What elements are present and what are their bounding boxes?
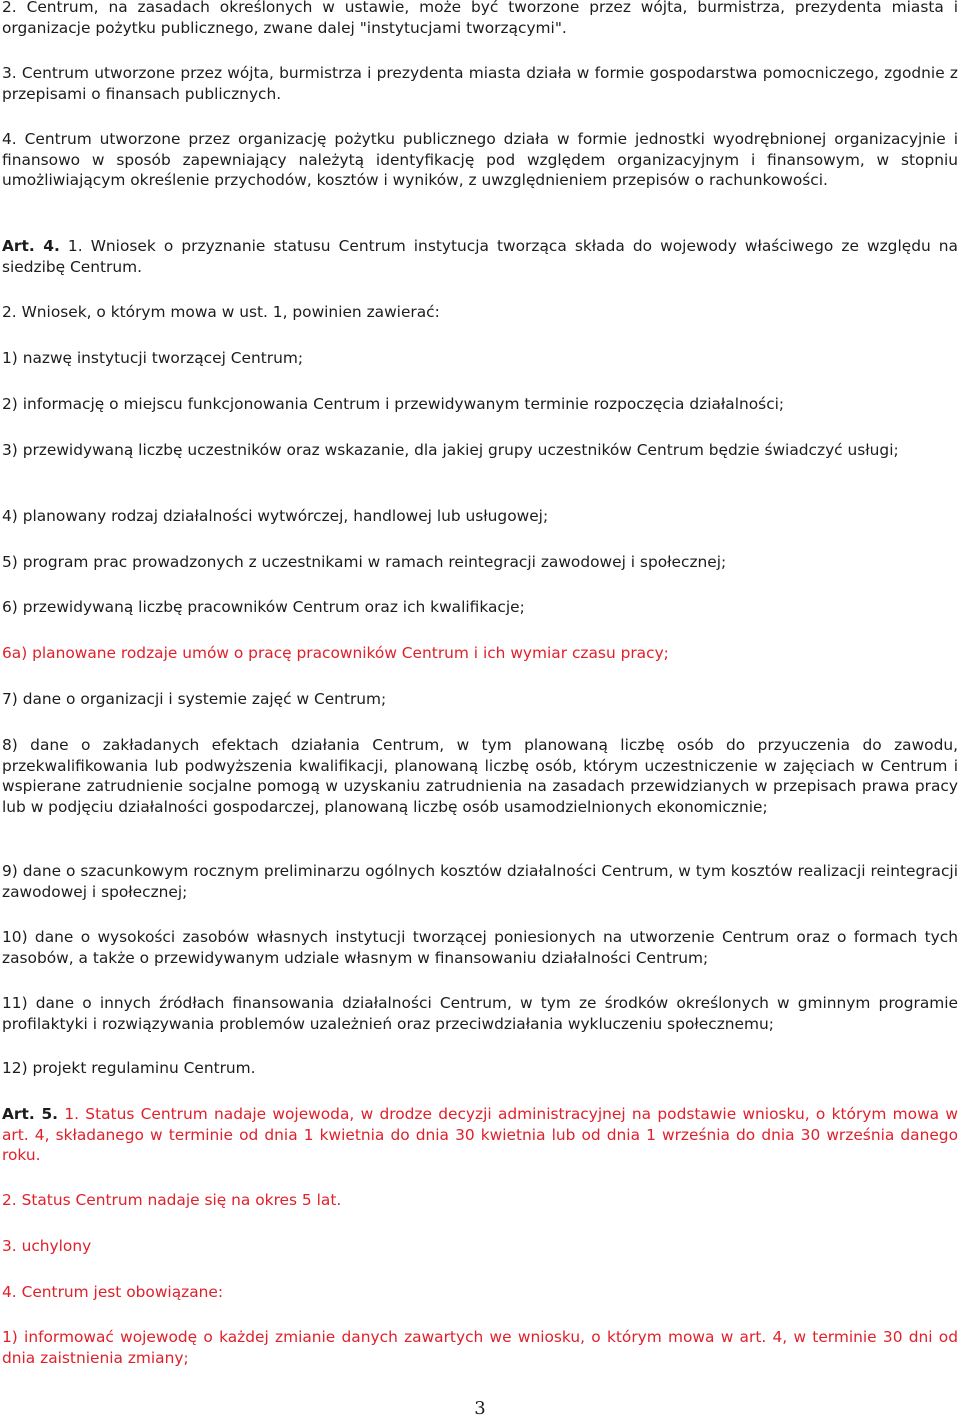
list-item: 10) dane o wysokości zasobów własnych instytucji tworzącej poniesionych na utworzenie Centrum oraz o formach tych zasobów, a także o przewidywanym udziale własnym w finansowaniu działalności Centrum; [2, 928, 958, 967]
list-item: 3) przewidywaną liczbę uczestników oraz wskazanie, dla jakiej grupy uczestników Centrum będzie świadczyć usługi; [2, 441, 899, 459]
list-item: 11) dane o innych źródłach finansowania działalności Centrum, w tym ze środków określonych w gminnym programie profilaktyki i rozwiązywania problemów uzależnień oraz przeciwdziałania wykluczeniu społecznemu; [2, 994, 958, 1033]
article-text: 1. Wniosek o przyznanie statusu Centrum instytucja tworząca składa do wojewody właściwego ze względu na siedzibę Centrum. [2, 237, 958, 276]
paragraph: 3. Centrum utworzone przez wójta, burmistrza i prezydenta miasta działa w formie gospodarstwa pomocniczego, zgodnie z przepisami o finansach publicznych. [2, 64, 958, 103]
article-label: Art. 5. [2, 1105, 59, 1123]
paragraph: 2. Wniosek, o którym mowa w ust. 1, powinien zawierać: [2, 303, 440, 321]
list-item: 8) dane o zakładanych efektach działania Centrum, w tym planowaną liczbę osób do przyuczenia do zawodu, przekwalifikowania lub podwyższenia kwalifikacji, planowaną liczbę osób, którym uczestniczenie w zajęciach w Centrum i wspierane zatrudnienie socjalne pomogą w uzyskaniu zatrudnienia na zasadach przewidzianych w przepisach prawa pracy lub w podjęciu działalności gospodarczej, planowaną liczbę osób usamodzielnionych ekonomicznie; [2, 736, 958, 816]
paragraph: 2. Centrum, na zasadach określonych w ustawie, może być tworzone przez wójta, burmistrza, prezydenta miasta i organizacje pożytku publicznego, zwane dalej "instytucjami tworzącymi". [2, 0, 958, 37]
list-item: 5) program prac prowadzonych z uczestnikami w ramach reintegracji zawodowej i społecznej; [2, 553, 727, 571]
article-label: Art. 4. [2, 237, 60, 255]
list-item: 4) planowany rodzaj działalności wytwórczej, handlowej lub usługowej; [2, 507, 549, 525]
list-item-amended: 1) informować wojewodę o każdej zmianie danych zawartych we wniosku, o którym mowa w art. 4, w terminie 30 dni od dnia zaistnienia zmiany; [2, 1328, 958, 1367]
list-item: 6) przewidywaną liczbę pracowników Centrum oraz ich kwalifikacje; [2, 598, 525, 616]
list-item: 1) nazwę instytucji tworzącej Centrum; [2, 349, 304, 367]
article-text: 1. Status Centrum nadaje wojewoda, w drodze decyzji administracyjnej na podstawie wniosku, o którym mowa w art. 4, składanego w terminie od dnia 1 kwietnia do dnia 30 kwietnia lub od dnia 1 września do dnia 30 września danego roku. [2, 1105, 958, 1165]
article-paragraph [2, 236, 958, 277]
paragraph-amended: 4. Centrum jest obowiązane: [2, 1283, 224, 1301]
paragraph-amended: 3. uchylony [2, 1237, 92, 1255]
list-item: 7) dane o organizacji i systemie zajęć w Centrum; [2, 690, 387, 708]
paragraph: 4. Centrum utworzone przez organizację pożytku publicznego działa w formie jednostki wyodrębnionej organizacyjnie i finansowo w sposób zapewniający należytą identyfikację pod względem organizacyjnym i finansowym, w stopniu umożliwiającym określenie przychodów, kosztów i wyników, z uwzględnieniem przepisów o rachunkowości. [2, 130, 958, 190]
list-item-amended: 6a) planowane rodzaje umów o pracę pracowników Centrum i ich wymiar czasu pracy; [2, 644, 669, 662]
article-paragraph [2, 1104, 958, 1166]
page-number: 3 [474, 1398, 486, 1419]
list-item: 2) informację o miejscu funkcjonowania Centrum i przewidywanym terminie rozpoczęcia działalności; [2, 395, 785, 413]
list-item: 12) projekt regulaminu Centrum. [2, 1059, 256, 1077]
list-item: 9) dane o szacunkowym rocznym preliminarzu ogólnych kosztów działalności Centrum, w tym kosztów realizacji reintegracji zawodowej i społecznej; [2, 862, 958, 901]
paragraph-amended: 2. Status Centrum nadaje się na okres 5 lat. [2, 1191, 342, 1209]
